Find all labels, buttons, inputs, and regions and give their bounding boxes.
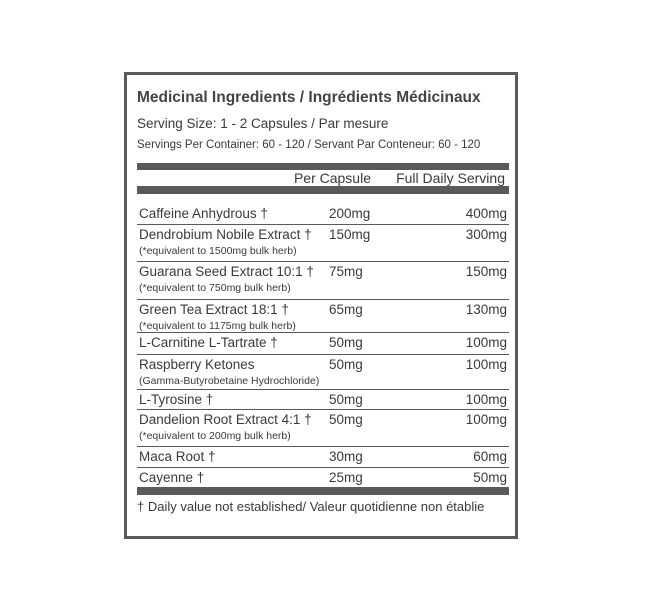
panel-title: Medicinal Ingredients / Ingrédients Médicinaux xyxy=(137,89,481,106)
full-daily-value: 300mg xyxy=(465,227,507,242)
full-daily-value: 100mg xyxy=(465,335,507,350)
divider-bar-bottom xyxy=(137,487,509,495)
ingredient-list xyxy=(137,204,509,488)
column-header-full-daily: Full Daily Serving xyxy=(396,170,505,186)
ingredient-name: L-Carnitine L-Tartrate † xyxy=(139,335,278,350)
ingredient-row xyxy=(137,300,509,333)
ingredient-name: L-Tyrosine † xyxy=(139,392,214,407)
ingredient-row xyxy=(137,468,509,488)
per-capsule-value: 150mg xyxy=(329,227,371,242)
ingredient-row xyxy=(137,390,509,410)
ingredient-row xyxy=(137,262,509,300)
ingredient-name: Dendrobium Nobile Extract † xyxy=(139,227,312,242)
per-capsule-value: 50mg xyxy=(329,357,363,372)
full-daily-value: 60mg xyxy=(473,449,507,464)
serving-size: Serving Size: 1 - 2 Capsules / Par mesure xyxy=(137,116,389,131)
per-capsule-value: 65mg xyxy=(329,302,363,317)
ingredient-note: (*equivalent to 1500mg bulk herb) xyxy=(139,245,297,257)
column-header-per-capsule: Per Capsule xyxy=(293,170,371,186)
ingredient-row xyxy=(137,410,509,447)
servings-per-container: Servings Per Container: 60 - 120 / Servant Par Conteneur: 60 - 120 xyxy=(137,139,481,151)
ingredient-name: Maca Root † xyxy=(139,449,216,464)
full-daily-value: 100mg xyxy=(465,392,507,407)
ingredient-note: (Gamma-Butyrobetaine Hydrochloride) xyxy=(139,375,320,387)
ingredient-row xyxy=(137,447,509,468)
per-capsule-value: 30mg xyxy=(329,449,363,464)
per-capsule-value: 25mg xyxy=(329,470,363,485)
full-daily-value: 100mg xyxy=(465,357,507,372)
supplement-facts-panel xyxy=(124,72,518,539)
ingredient-name: Raspberry Ketones xyxy=(139,357,255,372)
full-daily-value: 100mg xyxy=(465,412,507,427)
ingredient-row xyxy=(137,225,509,262)
per-capsule-value: 50mg xyxy=(329,412,363,427)
ingredient-name: Caffeine Anhydrous † xyxy=(139,206,268,221)
ingredient-row xyxy=(137,333,509,355)
ingredient-name: Cayenne † xyxy=(139,470,205,485)
ingredient-note: (*equivalent to 200mg bulk herb) xyxy=(139,430,291,442)
footnote: † Daily value not established/ Valeur quotidienne non établie xyxy=(137,499,485,514)
ingredient-name: Dandelion Root Extract 4:1 † xyxy=(139,412,312,427)
per-capsule-value: 50mg xyxy=(329,335,363,350)
divider-bar-header xyxy=(137,186,509,194)
ingredient-name: Green Tea Extract 18:1 † xyxy=(139,302,289,317)
ingredient-row xyxy=(137,355,509,390)
divider-bar-top xyxy=(137,163,509,170)
ingredient-note: (*equivalent to 1175mg bulk herb) xyxy=(139,320,296,332)
ingredient-row xyxy=(137,204,509,225)
full-daily-value: 130mg xyxy=(465,302,507,317)
per-capsule-value: 75mg xyxy=(329,264,363,279)
full-daily-value: 400mg xyxy=(465,206,507,221)
ingredient-note: (*equivalent to 750mg bulk herb) xyxy=(139,282,291,294)
full-daily-value: 50mg xyxy=(473,470,507,485)
per-capsule-value: 50mg xyxy=(329,392,363,407)
per-capsule-value: 200mg xyxy=(329,206,371,221)
ingredient-name: Guarana Seed Extract 10:1 † xyxy=(139,264,314,279)
full-daily-value: 150mg xyxy=(465,264,507,279)
